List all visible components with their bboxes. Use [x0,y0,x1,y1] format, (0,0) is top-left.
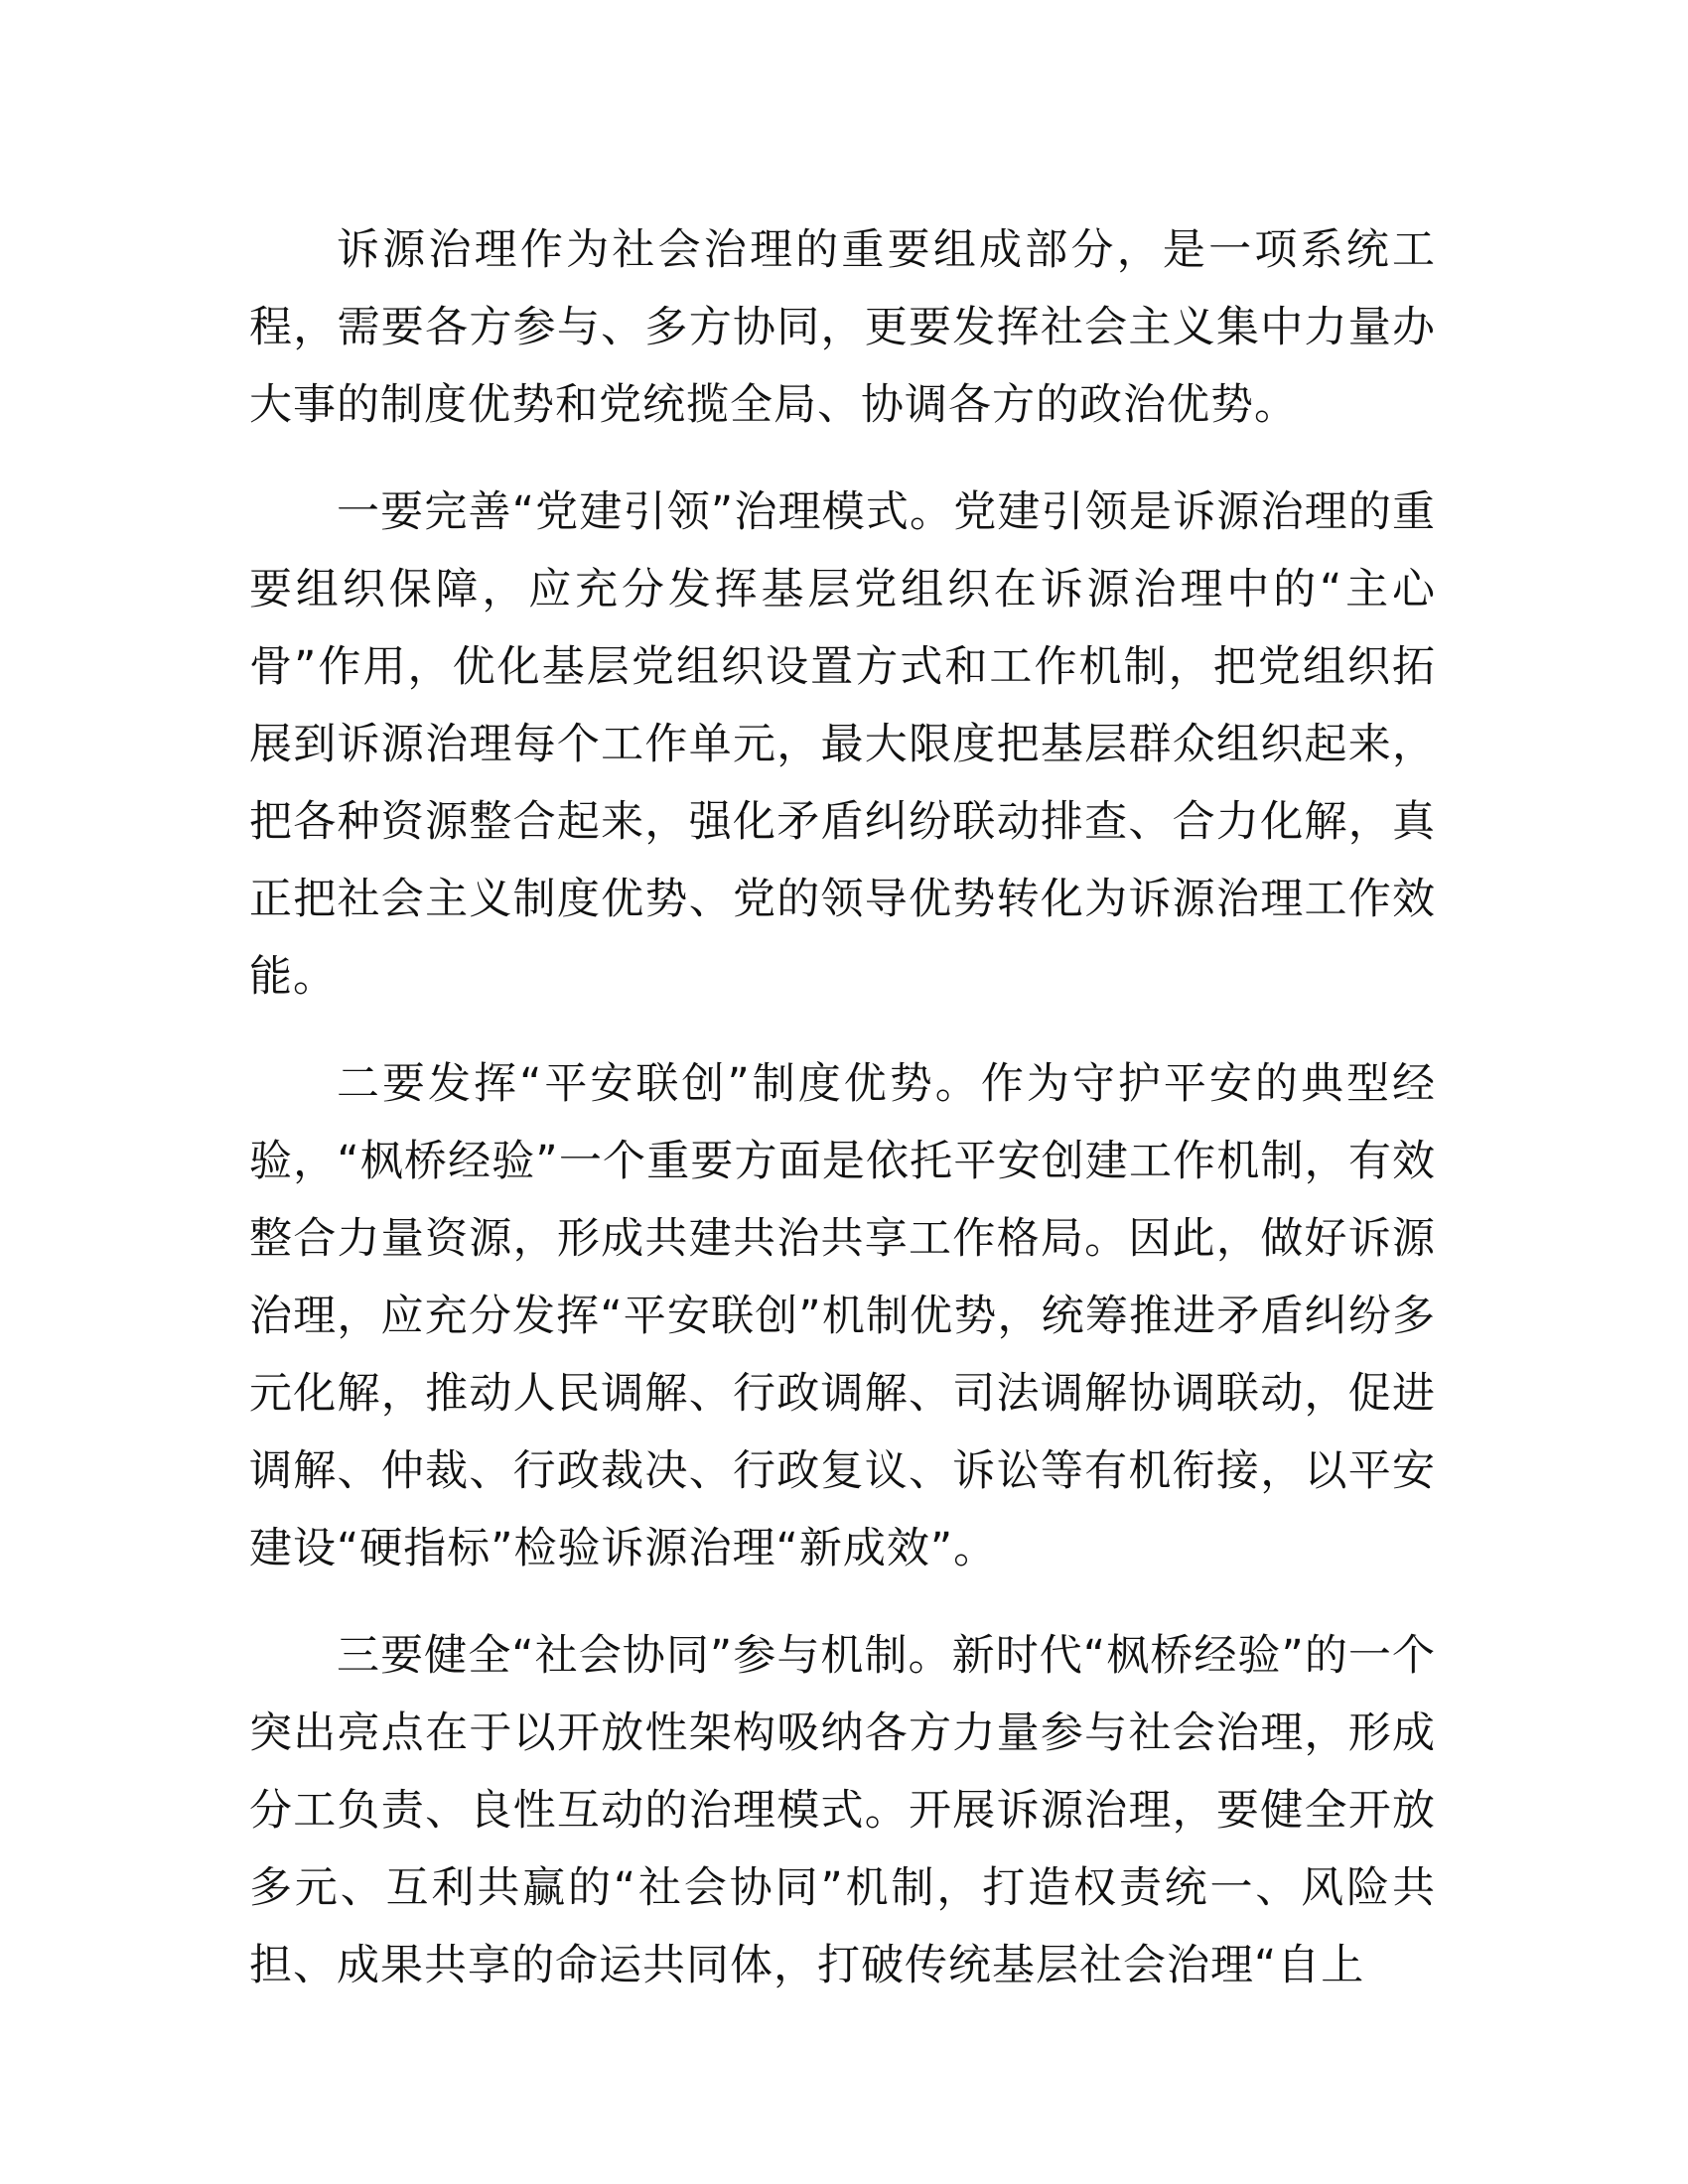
document-body [249,211,1436,2034]
paragraph-safety-joint: 二要发挥“平安联创”制度优势。作为守护平安的典型经验，“枫桥经验”一个重要方面是依托平安创建工作机制，有效整合力量资源，形成共建共治共享工作格局。因此，做好诉源治理，应充分发挥“平安联创”机制优势，统筹推进矛盾纠纷多元化解，推动人民调解、行政调解、司法调解协调联动，促进调解、仲裁、行政裁决、行政复议、诉讼等有机衔接，以平安建设“硬指标”检验诉源治理“新成效”。 [249,1059,1436,1573]
paragraph-social-coordination: 三要健全“社会协同”参与机制。新时代“枫桥经验”的一个突出亮点在于以开放性架构吸纳各方力量参与社会治理，形成分工负责、良性互动的治理模式。开展诉源治理，要健全开放多元、互利共赢的“社会协同”机制，打造权责统一、风险共担、成果共享的命运共同体，打破传统基层社会治理“自上 [249,1631,1436,1990]
paragraph-party-building: 一要完善“党建引领”治理模式。党建引领是诉源治理的重要组织保障，应充分发挥基层党组织在诉源治理中的“主心骨”作用，优化基层党组织设置方式和工作机制，把党组织拓展到诉源治理每个工作单元，最大限度把基层群众组织起来，把各种资源整合起来，强化矛盾纠纷联动排查、合力化解，真正把社会主义制度优势、党的领导优势转化为诉源治理工作效能。 [249,487,1436,1002]
paragraph-intro: 诉源治理作为社会治理的重要组成部分，是一项系统工程，需要各方参与、多方协同，更要发挥社会主义集中力量办大事的制度优势和党统揽全局、协调各方的政治优势。 [249,225,1436,430]
